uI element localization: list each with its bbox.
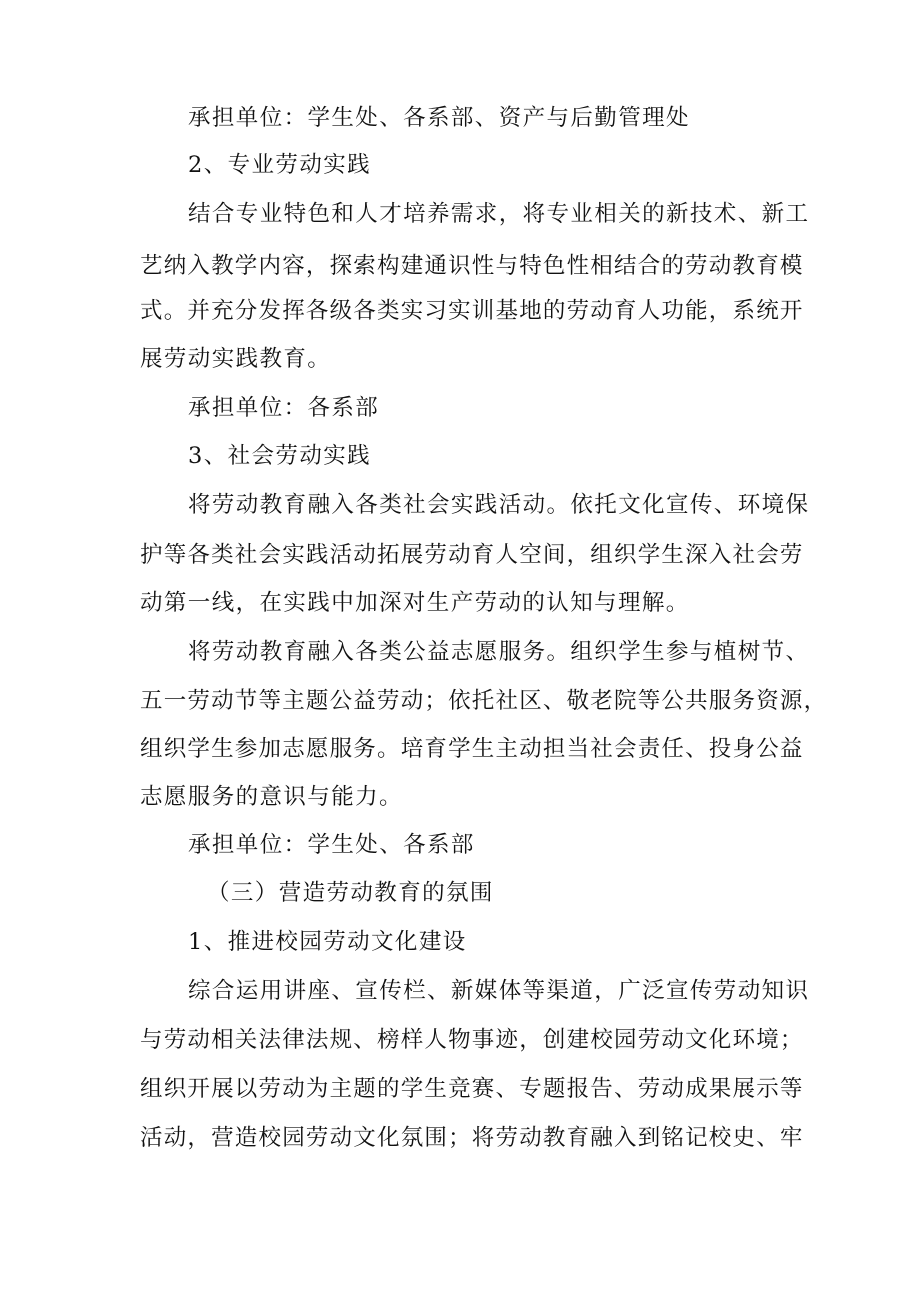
text-line: 承担单位：各系部: [188, 395, 380, 421]
text-line: 与劳动相关法律法规、榜样人物事迹，创建校园劳动文化环境；: [140, 1027, 804, 1053]
text-line: 活动，营造校园劳动文化氛围；将劳动教育融入到铭记校史、牢: [140, 1125, 804, 1151]
text-line: 组织开展以劳动为主题的学生竞赛、专题报告、劳动成果展示等: [140, 1076, 804, 1102]
text-line: 组织学生参加志愿服务。培育学生主动担当社会责任、投身公益: [140, 736, 804, 762]
text-line: 动第一线，在实践中加深对生产劳动的认知与理解。: [140, 590, 690, 616]
text-line: 护等各类社会实践活动拓展劳动育人空间，组织学生深入社会劳: [140, 542, 804, 568]
text-line: 艺纳入教学内容，探索构建通识性与特色性相结合的劳动教育模: [140, 253, 804, 279]
text-line: 综合运用讲座、宣传栏、新媒体等渠道，广泛宣传劳动知识: [188, 978, 810, 1004]
text-line: 志愿服务的意识与能力。: [140, 784, 403, 810]
section-heading: （三）营造劳动教育的氛围: [207, 880, 494, 906]
text-line: 五一劳动节等主题公益劳动；依托社区、敬老院等公共服务资源，: [140, 688, 828, 714]
text-line: 将劳动教育融入各类公益志愿服务。组织学生参与植树节、: [188, 639, 810, 665]
text-line: 结合专业特色和人才培养需求，将专业相关的新技术、新工: [188, 201, 810, 227]
section-heading: 1、推进校园劳动文化建设: [188, 929, 467, 955]
section-heading: 3、社会劳动实践: [188, 443, 372, 469]
text-line: 承担单位：学生处、各系部、资产与后勤管理处: [188, 105, 690, 131]
text-line: 承担单位：学生处、各系部: [188, 832, 475, 858]
text-line: 展劳动实践教育。: [140, 346, 332, 372]
text-line: 将劳动教育融入各类社会实践活动。依托文化宣传、环境保: [188, 492, 810, 518]
section-heading: 2、专业劳动实践: [188, 152, 372, 178]
text-line: 式。并充分发挥各级各类实习实训基地的劳动育人功能，系统开: [140, 298, 804, 324]
